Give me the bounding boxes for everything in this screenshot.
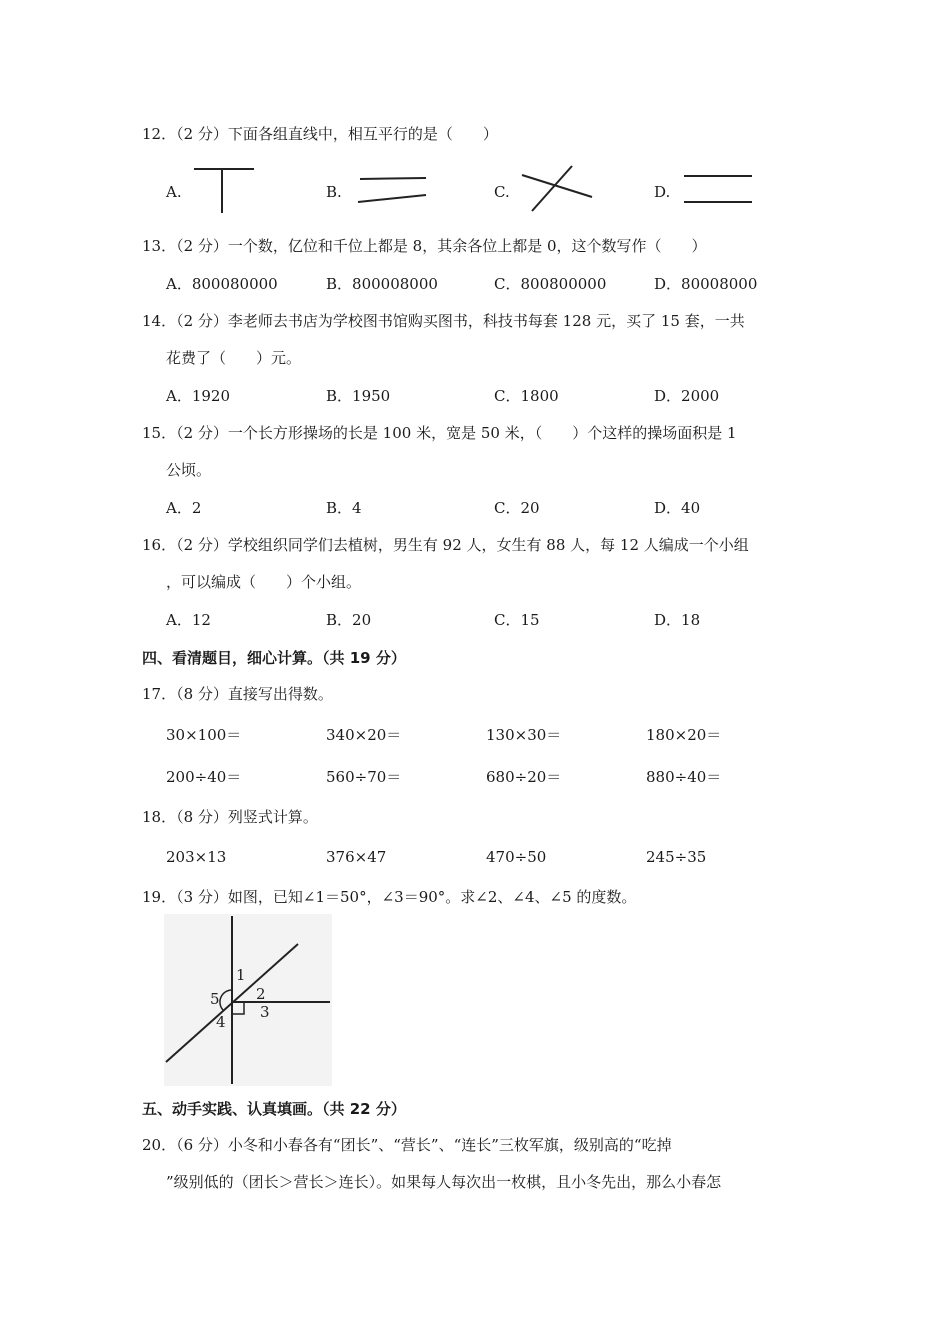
q17-item: 560÷70＝: [326, 768, 402, 786]
q14-stem-line2: 花费了（ ）元。: [166, 349, 302, 367]
q15-option-b: B．4: [326, 499, 362, 517]
angle-label-2: 2: [256, 985, 266, 1003]
q17-item: 130×30＝: [486, 726, 562, 744]
q14-option-c: C．1800: [494, 387, 559, 405]
q17-item: 200÷40＝: [166, 768, 242, 786]
q12-figure-b: [354, 170, 430, 206]
q19-angle-figure: [164, 914, 332, 1086]
q13-stem: 13．（2 分）一个数，亿位和千位上都是 8，其余各位上都是 0，这个数写作（ ）: [142, 237, 707, 255]
q12-option-d: D.: [654, 183, 671, 201]
q17-item: 680÷20＝: [486, 768, 562, 786]
q15-stem-line2: 公顷。: [166, 461, 212, 479]
q13-option-c: C．800800000: [494, 275, 607, 293]
q13-option-d: D．80008000: [654, 275, 758, 293]
q12-option-b: B.: [326, 183, 342, 201]
q12-figure-d: [680, 168, 756, 208]
section-5-heading: 五、动手实践、认真填画。（共 22 分）: [142, 1100, 406, 1118]
q17-item: 340×20＝: [326, 726, 402, 744]
q16-option-c: C．15: [494, 611, 540, 629]
q15-option-a: A．2: [166, 499, 202, 517]
angle-label-4: 4: [216, 1013, 226, 1031]
angle-label-5: 5: [210, 990, 220, 1008]
q15-stem-line1: 15．（2 分）一个长方形操场的长是 100 米，宽是 50 米，（ ）个这样的操场面积是 1: [142, 424, 737, 442]
angle-label-3: 3: [260, 1003, 270, 1021]
q12-figure-c: [516, 163, 596, 215]
q14-stem-line1: 14．（2 分）李老师去书店为学校图书馆购买图书，科技书每套 128 元，买了 15 套，一共: [142, 312, 745, 330]
q18-item: 245÷35: [646, 848, 707, 866]
q18-item: 470÷50: [486, 848, 547, 866]
q12-figure-a: [192, 166, 258, 216]
q14-option-d: D．2000: [654, 387, 720, 405]
q16-option-d: D．18: [654, 611, 701, 629]
q15-option-d: D．40: [654, 499, 701, 517]
q20-stem-line2: ”级别低的（团长＞营长＞连长）。如果每人每次出一枚棋，且小冬先出，那么小春怎: [166, 1173, 722, 1191]
q14-option-a: A．1920: [166, 387, 231, 405]
q16-option-a: A．12: [166, 611, 211, 629]
q17-item: 30×100＝: [166, 726, 242, 744]
q19-stem: 19．（3 分）如图，已知∠1＝50°，∠3＝90°。求∠2、∠4、∠5 的度数。: [142, 888, 637, 906]
q12-stem: 12．（2 分）下面各组直线中，相互平行的是（ ）: [142, 125, 498, 143]
q13-option-a: A．800080000: [166, 275, 278, 293]
section-4-heading: 四、看清题目，细心计算。（共 19 分）: [142, 649, 406, 667]
q17-stem: 17．（8 分）直接写出得数。: [142, 685, 333, 703]
angle-label-1: 1: [236, 966, 246, 984]
q16-stem-line1: 16．（2 分）学校组织同学们去植树，男生有 92 人，女生有 88 人，每 12 人编成一个小组: [142, 536, 749, 554]
q17-item: 180×20＝: [646, 726, 722, 744]
q14-option-b: B．1950: [326, 387, 391, 405]
q20-stem-line1: 20．（6 分）小冬和小春各有“团长”、“营长”、“连长”三枚军旗，级别高的“吃掉: [142, 1136, 672, 1154]
q18-item: 203×13: [166, 848, 227, 866]
q18-item: 376×47: [326, 848, 387, 866]
q12-option-a: A.: [166, 183, 182, 201]
q16-stem-line2: ，可以编成（ ）个小组。: [166, 573, 362, 591]
q13-option-b: B．800008000: [326, 275, 438, 293]
q15-option-c: C．20: [494, 499, 540, 517]
q12-option-c: C.: [494, 183, 510, 201]
q16-option-b: B．20: [326, 611, 372, 629]
q18-stem: 18．（8 分）列竖式计算。: [142, 808, 318, 826]
q17-item: 880÷40＝: [646, 768, 722, 786]
